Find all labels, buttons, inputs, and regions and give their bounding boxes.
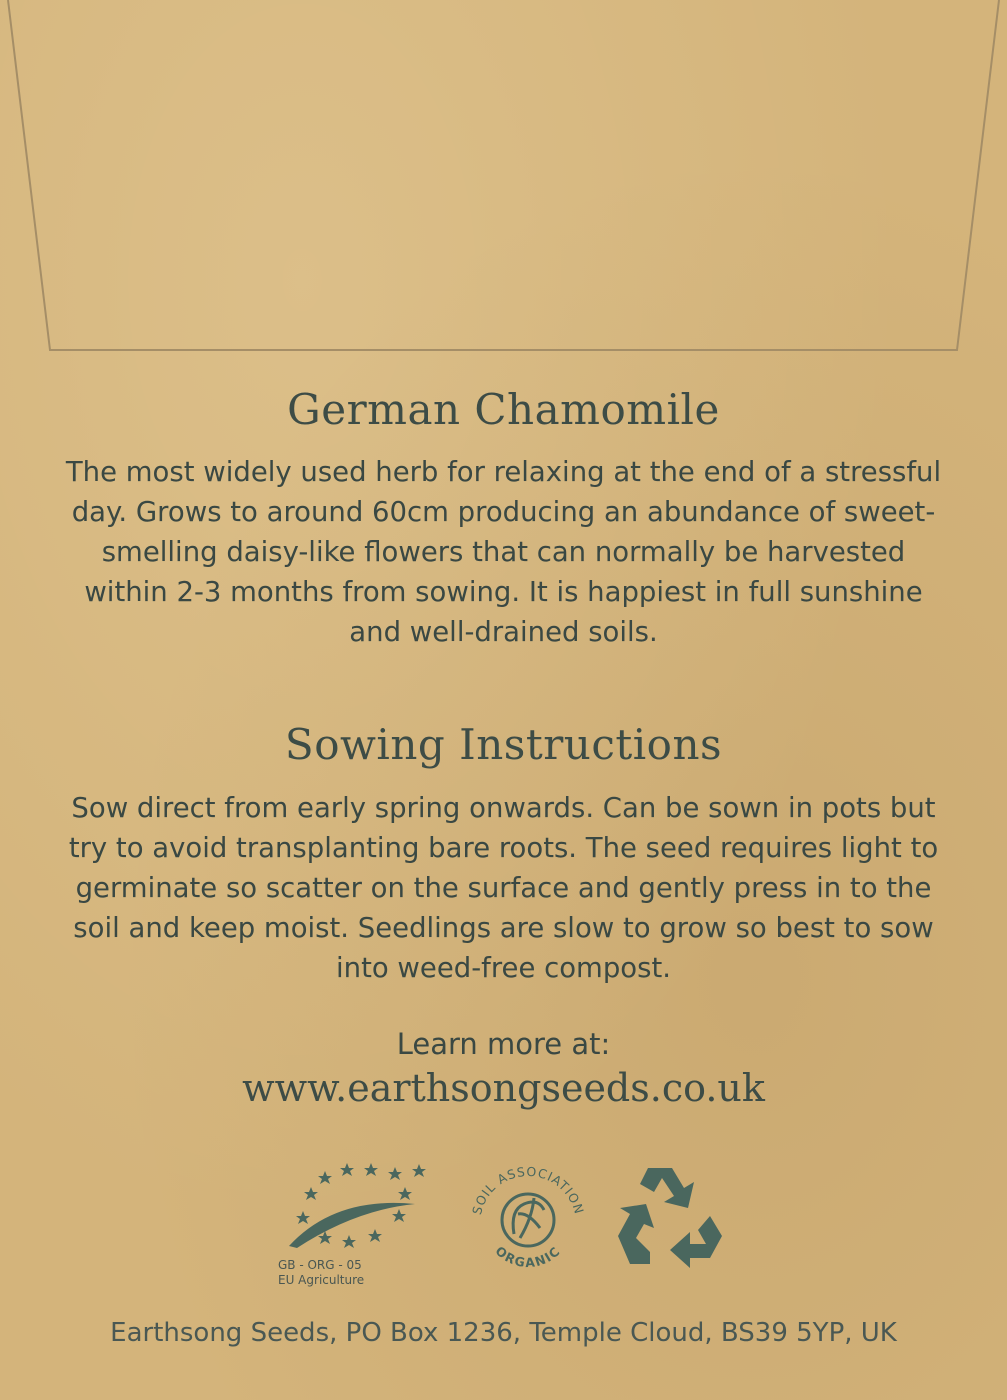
- product-title: German Chamomile: [287, 385, 720, 434]
- eu-organic-label: EU Agriculture: [278, 1273, 365, 1287]
- soil-association-organic-icon: [458, 1154, 598, 1284]
- sowing-instructions: Sow direct from early spring onwards. Can be sown in pots but try to avoid transplanting bare roots. The seed requires light to germinate so scatter on the surface and gently press in to the soil and keep moist. Seedlings are slow to grow so best to sow into weed-free compost.: [68, 792, 939, 984]
- product-description: The most widely used herb for relaxing at the end of a stressful day. Grows to around 60cm producing an abundance of sweet-smelling daisy-like flowers that can normally be harvested within 2-3 months from sowing. It is happiest in full sunshine and well-drained soils.: [65, 456, 942, 648]
- recycle-icon: [610, 1160, 730, 1272]
- svg-text:SOIL ASSOCIATION: [469, 1164, 587, 1216]
- website-link[interactable]: www.earthsongseeds.co.uk: [242, 1066, 765, 1110]
- learn-more-label: Learn more at:: [396, 1027, 611, 1061]
- envelope-flap: [0, 0, 1007, 360]
- soil-association-top-text: SOIL ASSOCIATION: [469, 1163, 588, 1217]
- eu-organic-code: GB - ORG - 05: [278, 1258, 362, 1272]
- soil-association-bottom-text: ORGANIC: [492, 1243, 564, 1271]
- certification-logos: [0, 1150, 1007, 1290]
- company-address: Earthsong Seeds, PO Box 1236, Temple Cloud, BS39 5YP, UK: [110, 1318, 897, 1348]
- sowing-heading: Sowing Instructions: [284, 720, 723, 769]
